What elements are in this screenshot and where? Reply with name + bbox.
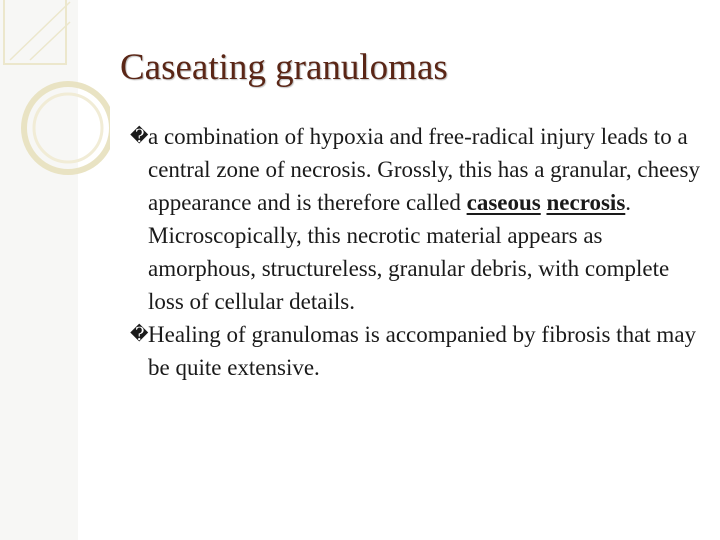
bullet-text-part: . Microscopically, this necrotic material appears as amorphous, structureless, granular debris, with complete loss of cellular details. xyxy=(148,190,670,314)
bullet-item xyxy=(130,120,710,318)
decorative-rings-icon xyxy=(0,0,110,200)
term-necrosis: necrosis xyxy=(546,190,626,215)
bullet-text-part: a combination of hypoxia and free-radical injury leads to a central zone of necrosis. Grossly, this has a granular, cheesy appearance and is therefore called xyxy=(148,124,700,215)
slide-body xyxy=(130,120,710,384)
slide-title: Caseating granulomas xyxy=(120,47,448,88)
bullet-text: Healing of granulomas is accompanied by fibrosis that may be quite extensive. xyxy=(148,322,697,380)
term-caseous: caseous xyxy=(466,190,541,215)
bullet-marker-icon: � xyxy=(130,126,149,146)
bullet-marker-icon: � xyxy=(130,324,149,344)
bullet-item xyxy=(130,318,710,384)
